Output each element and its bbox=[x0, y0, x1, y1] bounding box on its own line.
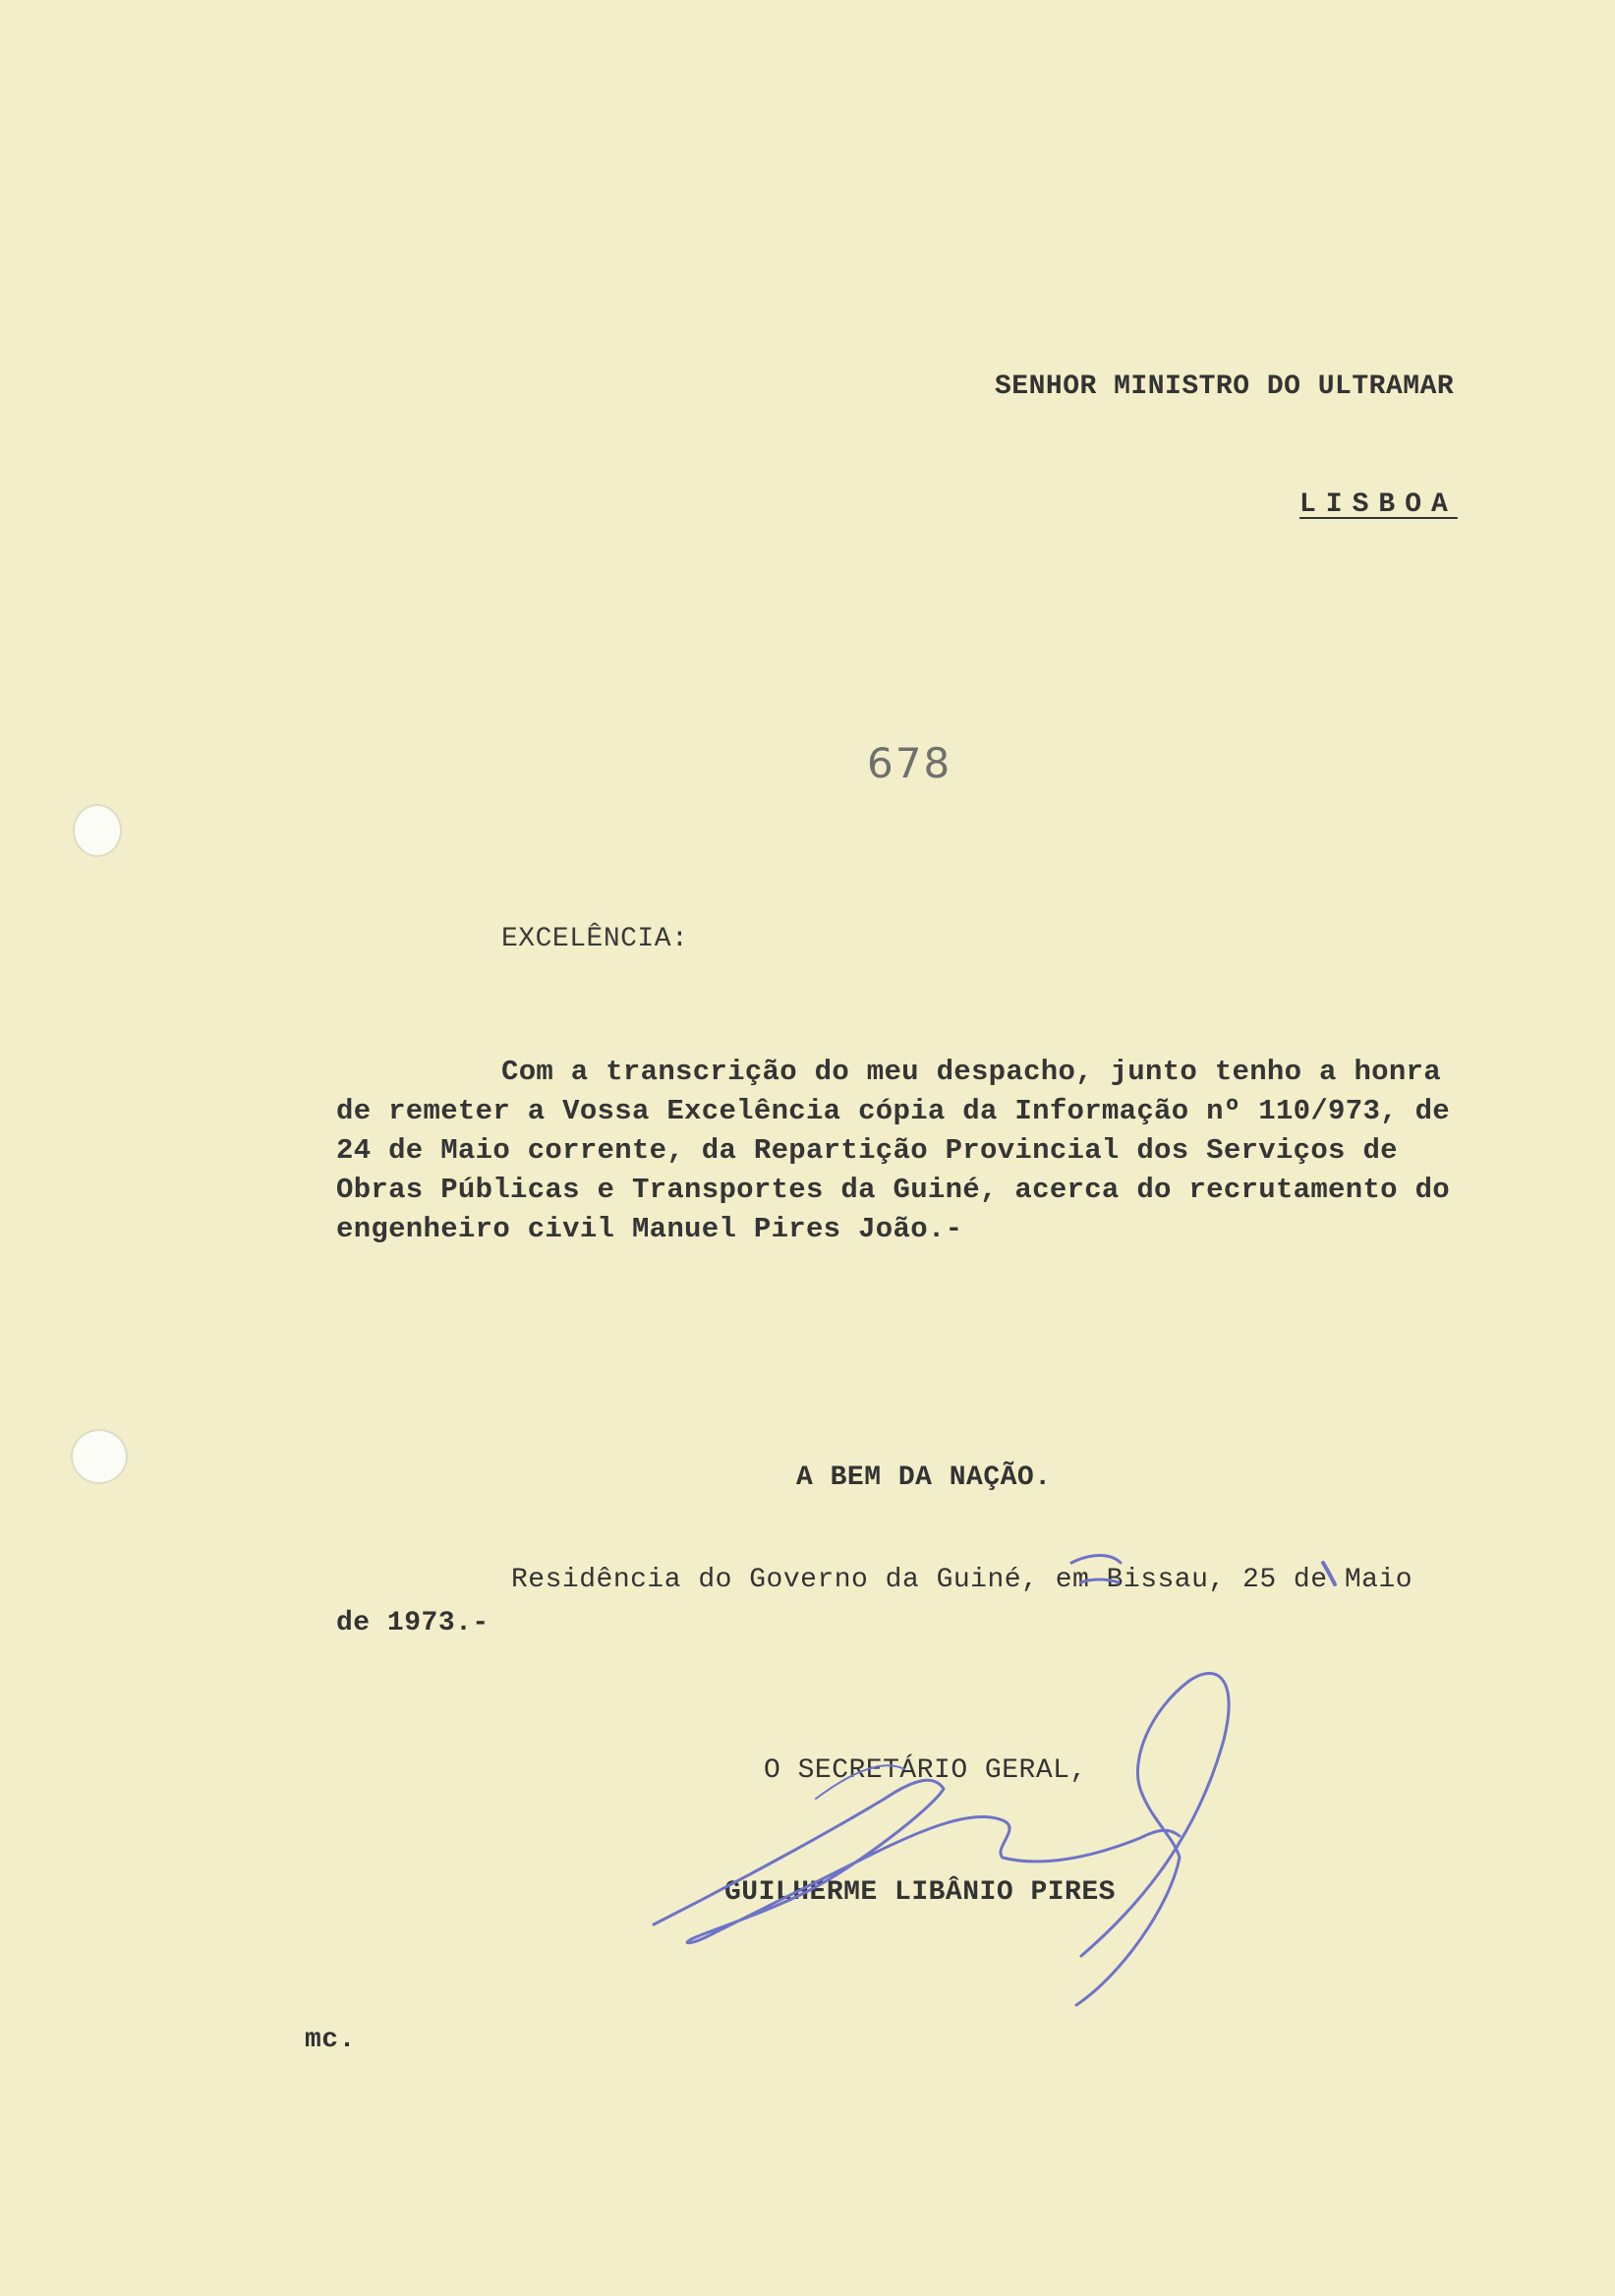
typist-initials: mc. bbox=[305, 2025, 356, 2055]
punch-hole-top bbox=[73, 804, 122, 857]
body-line-2: de remeter a Vossa Excelência cópia da Informação nº 110/973, de bbox=[336, 1095, 1450, 1127]
body-line-1: Com a transcrição do meu despacho, junto tenho a honra bbox=[501, 1056, 1441, 1088]
body-line-5: engenheiro civil Manuel Pires João.- bbox=[336, 1213, 963, 1245]
date-year-line: de 1973.- bbox=[336, 1608, 490, 1638]
place-date-line: Residência do Governo da Guiné, em Bissau, 25 de Maio bbox=[511, 1565, 1413, 1595]
addressee-city: LISBOA bbox=[1299, 489, 1458, 520]
punch-hole-bottom bbox=[71, 1429, 128, 1484]
closing-formula: A BEM DA NAÇÃO. bbox=[796, 1463, 1052, 1493]
addressee: SENHOR MINISTRO DO ULTRAMAR bbox=[995, 372, 1455, 402]
signer-name: GUILHERME LIBÂNIO PIRES bbox=[724, 1877, 1116, 1908]
document-number: 678 bbox=[867, 739, 952, 787]
body-line-3: 24 de Maio corrente, da Repartição Provincial dos Serviços de bbox=[336, 1134, 1398, 1167]
salutation: EXCELÊNCIA: bbox=[501, 924, 689, 954]
body-line-4: Obras Públicas e Transportes da Guiné, acerca do recrutamento do bbox=[336, 1174, 1450, 1206]
signer-title: O SECRETÁRIO GERAL, bbox=[764, 1755, 1087, 1786]
